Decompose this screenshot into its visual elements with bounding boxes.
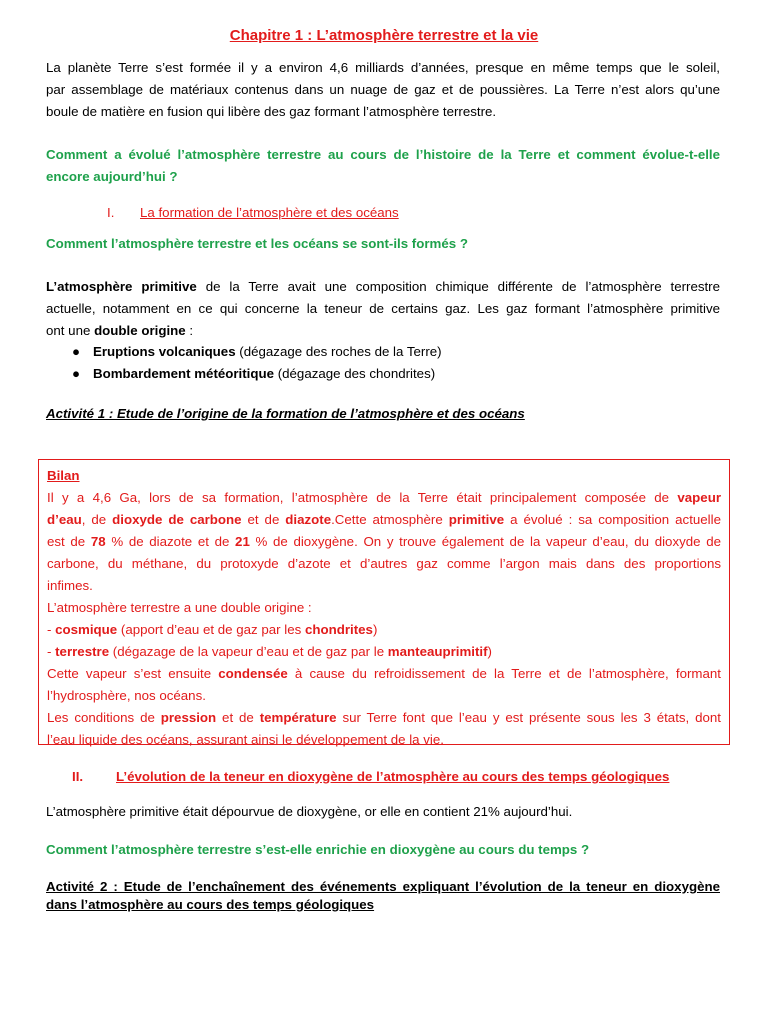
section1-question-text: Comment l’atmosphère terrestre et les océans se sont-ils formés ? — [46, 236, 468, 251]
bilan-line: l’eau liquide des océans, assurant ainsi le développement de la vie. — [47, 732, 444, 747]
text-bold: cosmique — [55, 622, 118, 637]
text-bold: condensée — [218, 666, 288, 681]
bilan-line — [47, 707, 721, 729]
text-bold: terrestre — [55, 644, 110, 659]
text-bold: pression — [160, 710, 217, 725]
text-bold: dioxyde de carbone — [112, 512, 242, 527]
bilan-line — [47, 641, 721, 663]
section2-title: L’évolution de la teneur en dioxygène de l’atmosphère au cours des temps géologiques — [116, 769, 670, 784]
section1-para-line — [46, 320, 720, 342]
bilan-line: infimes. — [47, 578, 93, 593]
text-run: Cette vapeur s’est ensuite — [47, 666, 219, 681]
main-question — [46, 144, 720, 188]
section2-number: II. — [72, 769, 84, 784]
text-run: .Cette atmosphère — [331, 512, 449, 527]
text-bold: d’eau — [47, 512, 82, 527]
list-item-text — [93, 366, 435, 381]
section2-para-line: L’atmosphère primitive était dépourvue de dioxygène, or elle en contient 21% aujourd’hui. — [46, 804, 573, 819]
text-bold: primitive — [448, 512, 505, 527]
intro-line: boule de matière en fusion qui libère des gaz formant l’atmosphère terrestre. — [46, 104, 497, 119]
list-item-text — [93, 344, 442, 359]
text-run: (dégazage des chondrites) — [274, 366, 436, 381]
text-bold: 21 — [235, 534, 250, 549]
bold-double-origine: double origine — [94, 323, 186, 338]
activity-2-line: dans l’atmosphère au cours des temps géologiques — [46, 897, 375, 912]
intro-paragraph — [46, 57, 720, 123]
section1-title: La formation de l’atmosphère et des océans — [140, 205, 399, 220]
section1-para-line — [46, 276, 720, 298]
text-run: - — [47, 644, 56, 659]
text-bold: 78 — [90, 534, 106, 549]
activity-2-title — [46, 878, 720, 914]
text-run: à cause du refroidissement de la Terre et de l’atmosphère, formant — [287, 666, 721, 681]
section1-paragraph — [46, 276, 720, 342]
bullet-icon: ● — [72, 344, 81, 359]
text-run: sur Terre font que l’eau y est présente sous les 3 états, dont — [336, 710, 722, 725]
bilan-label-text: Bilan — [47, 468, 80, 483]
text-run: ) — [487, 644, 492, 659]
intro-line: La planète Terre s’est formée il y a environ 4,6 milliards d’années, presque en même temps que le soleil, — [46, 60, 720, 75]
section2-paragraph — [46, 801, 720, 823]
bilan-line — [47, 487, 721, 509]
text-run: (apport d’eau et de gaz par les — [117, 622, 305, 637]
list-item-bold: Eruptions volcaniques — [93, 344, 236, 359]
text-run: % de diazote et de — [105, 534, 236, 549]
text-run: et de — [241, 512, 286, 527]
text-bold: température — [259, 710, 337, 725]
text-run: ) — [372, 622, 378, 637]
text-bold: chondrites — [304, 622, 373, 637]
text-run: de la Terre avait une composition chimique différente de l’atmosphère terrestre — [196, 279, 721, 294]
text-run: Les conditions de — [47, 710, 161, 725]
section1-number: I. — [107, 205, 115, 220]
bilan-line: l’hydrosphère, nos océans. — [47, 688, 206, 703]
bilan-label — [47, 465, 721, 487]
section2-question — [46, 839, 720, 861]
text-run: est de — [47, 534, 91, 549]
bilan-line: L’atmosphère terrestre a une double origine : — [47, 600, 312, 615]
text-bold: manteauprimitif — [387, 644, 488, 659]
bilan-line: carbone, du méthane, du protoxyde d’azote et d’autres gaz comme l’argon mais dans des proportions — [47, 556, 721, 571]
activity-2-line: Activité 2 : Etude de l’enchaînement des événements expliquant l’évolution de la teneur en dioxygène — [46, 879, 720, 894]
bilan-line — [47, 509, 721, 531]
section1-question — [46, 233, 720, 255]
text-run: (dégazage de la vapeur d’eau et de gaz par le — [109, 644, 388, 659]
text-run: : — [185, 323, 194, 338]
bilan-line — [47, 663, 721, 685]
text-run: a évolué : sa composition actuelle — [504, 512, 721, 527]
bilan-box — [38, 459, 730, 745]
section2-question-text: Comment l’atmosphère terrestre s’est-elle enrichie en dioxygène au cours du temps ? — [46, 842, 590, 857]
bilan-line — [47, 619, 721, 641]
bold-atmosphere-primitive: L’atmosphère primitive — [46, 279, 197, 294]
text-bold: vapeur — [677, 490, 721, 505]
main-question-line: encore aujourd’hui ? — [46, 169, 178, 184]
section1-para-line: actuelle, notamment en ce qui concerne la teneur de certains gaz. Les gaz formant l’atmosphère primitive — [46, 301, 720, 316]
text-run: , de — [81, 512, 113, 527]
bullet-icon: ● — [72, 366, 81, 381]
activity-1-title: Activité 1 : Etude de l’origine de la formation de l’atmosphère et des océans — [46, 406, 525, 421]
list-item-bold: Bombardement météoritique — [93, 366, 275, 381]
text-run: % de dioxygène. On y trouve également de la vapeur d’eau, du dioxyde de — [249, 534, 721, 549]
text-run: ont une — [46, 323, 95, 338]
text-run: - — [47, 622, 56, 637]
text-run: (dégazage des roches de la Terre) — [235, 344, 442, 359]
intro-line: par assemblage de matériaux contenus dans un nuage de gaz et de poussières. La Terre n’est alors qu’une — [46, 82, 720, 97]
text-run: Il y a 4,6 Ga, lors de sa formation, l’atmosphère de la Terre était principalement composée de — [47, 490, 678, 505]
chapter-title: Chapitre 1 : L’atmosphère terrestre et la vie — [229, 27, 539, 44]
bilan-line — [47, 531, 721, 553]
bilan-content — [47, 465, 721, 751]
main-question-line: Comment a évolué l’atmosphère terrestre au cours de l’histoire de la Terre et comment évolue-t-elle — [46, 147, 720, 162]
text-run: et de — [216, 710, 260, 725]
text-bold: diazote — [285, 512, 332, 527]
